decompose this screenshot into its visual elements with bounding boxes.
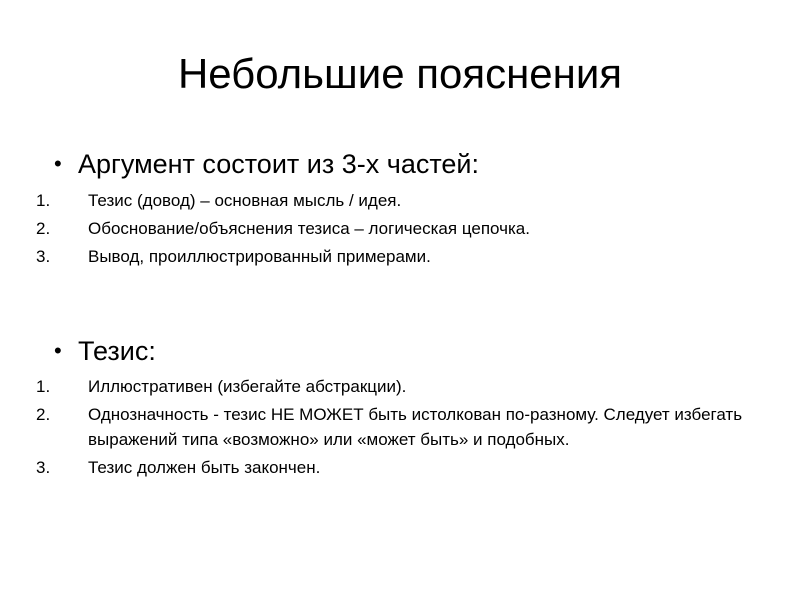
section-heading-text: Аргумент состоит из 3-х частей: bbox=[78, 149, 479, 179]
list-item-number: 3. bbox=[36, 458, 51, 477]
list-item-text: Однозначность - тезис НЕ МОЖЕТ быть истолкован по-разному. Следует избегать выражений типа «возможно» или «может быть» и подобных. bbox=[88, 405, 743, 449]
list-item bbox=[36, 188, 766, 213]
section-heading-text: Тезис: bbox=[78, 336, 156, 366]
bullet-icon: • bbox=[54, 151, 62, 176]
list-item-text: Вывод, проиллюстрированный примерами. bbox=[88, 247, 431, 266]
list-item bbox=[36, 374, 766, 399]
list-item-text: Тезис должен быть закончен. bbox=[88, 458, 321, 477]
list-item bbox=[36, 402, 766, 452]
list-item-number: 1. bbox=[36, 377, 51, 396]
list-item-number: 3. bbox=[36, 247, 51, 266]
argument-parts-list bbox=[36, 188, 766, 272]
list-item bbox=[36, 244, 766, 269]
list-item-number: 2. bbox=[36, 219, 51, 238]
list-item-text: Обоснование/объяснения тезиса – логическая цепочка. bbox=[88, 219, 530, 238]
thesis-requirements-list bbox=[36, 374, 766, 483]
list-item bbox=[36, 455, 766, 480]
section-heading-argument bbox=[54, 147, 479, 181]
section-heading-thesis bbox=[54, 334, 156, 368]
list-item-number: 1. bbox=[36, 191, 51, 210]
list-item-text: Иллюстративен (избегайте абстракции). bbox=[88, 377, 407, 396]
list-item bbox=[36, 216, 766, 241]
bullet-icon: • bbox=[54, 338, 62, 363]
list-item-text: Тезис (довод) – основная мысль / идея. bbox=[88, 191, 402, 210]
slide-title: Небольшие пояснения bbox=[177, 50, 623, 97]
list-item-number: 2. bbox=[36, 405, 51, 424]
